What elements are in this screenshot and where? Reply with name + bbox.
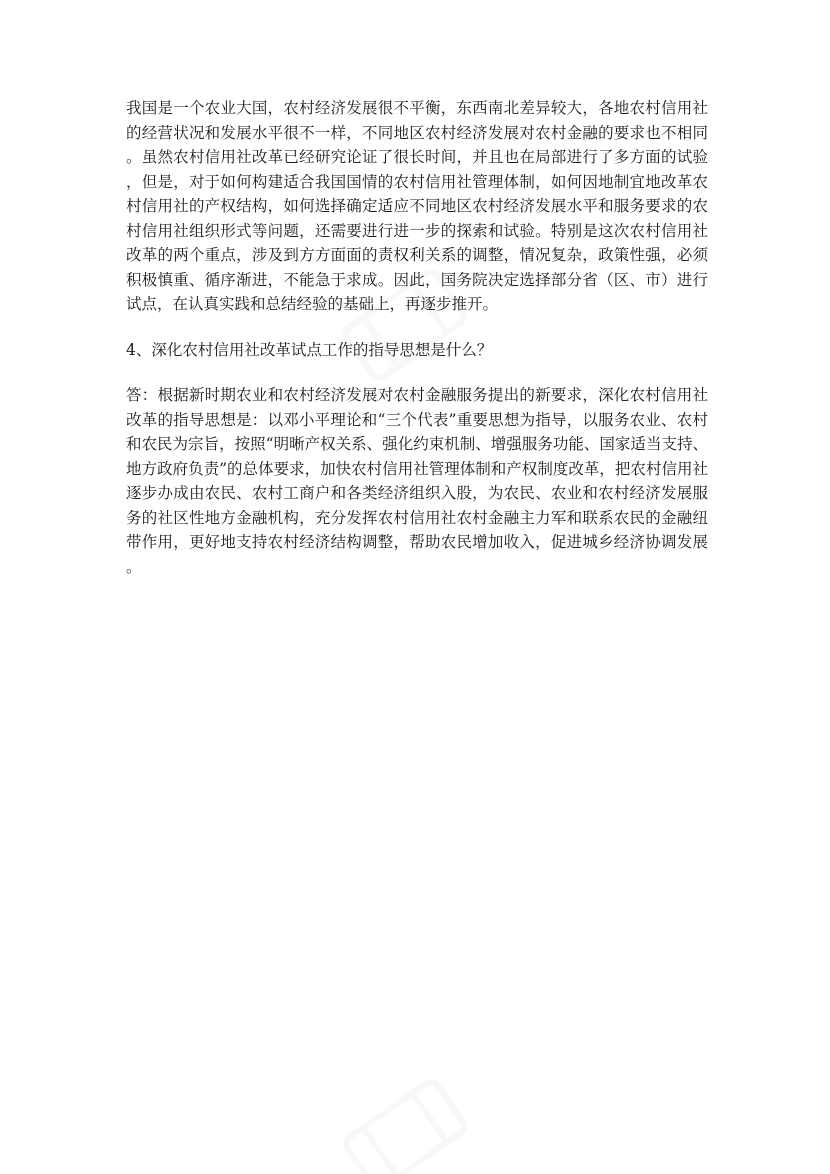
question-heading: 4、深化农村信用社改革试点工作的指导思想是什么？ <box>126 340 493 359</box>
answer-paragraph: 答：根据新时期农业和农村经济发展对农村金融服务提出的新要求，深化农村信用社改革的指导思想是：以邓小平理论和“三个代表”重要思想为指导，以服务农业、农村和农民为宗旨，按照“明晰产权关系、强化约束机制、增强服务功能、国家适当支持、地方政府负责”的总体要求，加快农村信用社管理体制和产权制度改革，把农村信用社逐步办成由农民、农村工商户和各类经济组织入股，为农民、农业和农村经济发展服务的社区性地方金融机构，充分发挥农村信用社农村金融主力军和联系农民的金融纽带作用，更好地支持农村经济结构调整，帮助农民增加收入，促进城乡经济协调发展。 <box>126 386 708 576</box>
body-paragraph: 我国是一个农业大国，农村经济发展很不平衡，东西南北差异较大，各地农村信用社的经营状况和发展水平很不一样，不同地区农村经济发展对农村金融的要求也不相同。虽然农村信用社改革已经研究论证了很长时间，并且也在局部进行了多方面的试验，但是，对于如何构建适合我国国情的农村信用社管理体制，如何因地制宜地改革农村信用社的产权结构，如何选择确定适应不同地区农村经济发展水平和服务要求的农村信用社组织形式等问题，还需要进行进一步的探索和试验。特别是这次农村信用社改革的两个重点，涉及到方方面面的责权利关系的调整，情况复杂，政策性强，必须积极慎重、循序渐进，不能急于求成。因此，国务院决定选择部分省（区、市）进行试点，在认真实践和总结经验的基础上，再逐步推开。 <box>126 99 708 313</box>
document-body <box>126 96 708 600</box>
watermark-icon <box>330 1080 480 1174</box>
